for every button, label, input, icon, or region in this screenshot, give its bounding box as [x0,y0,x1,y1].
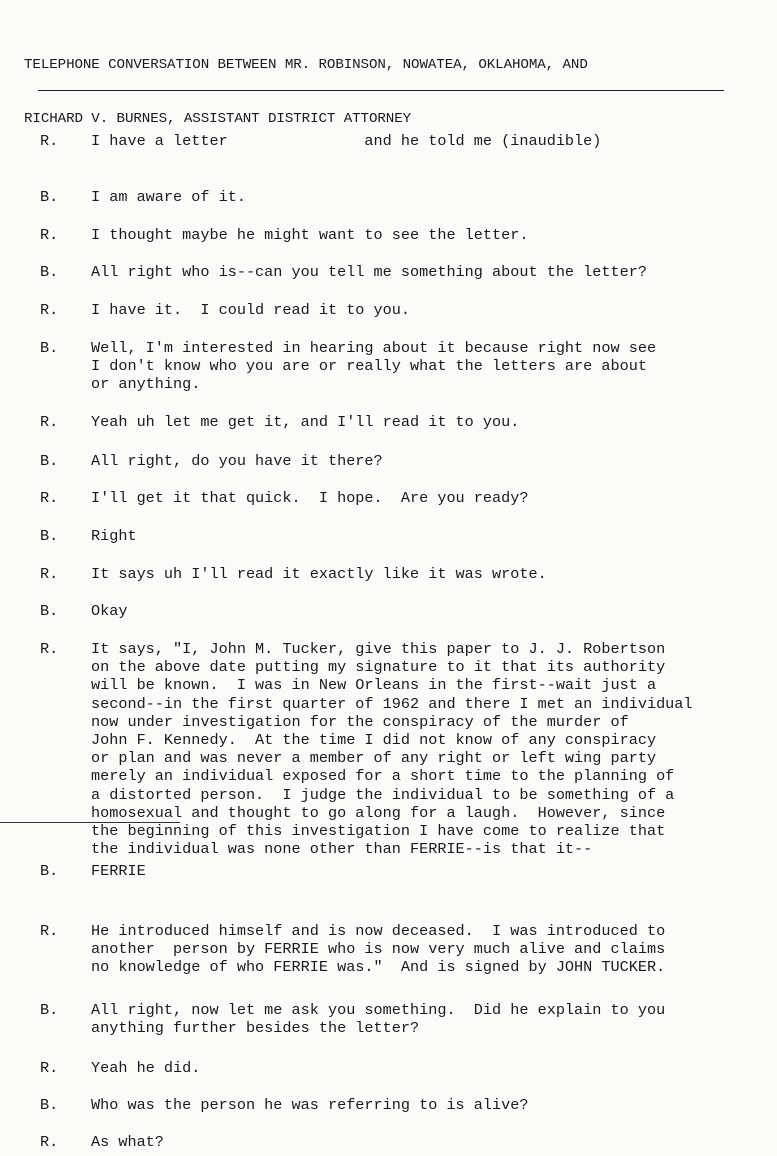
speaker-label: R. [40,1059,59,1077]
utterance-text: I have it. I could read it to you. [91,301,410,319]
speaker-label: R. [40,640,59,658]
speaker-label: B. [40,263,59,281]
speaker-label: R. [40,226,59,244]
header-rule [38,90,724,91]
utterance-text: I am aware of it. [91,188,246,206]
header-line-2: RICHARD V. BURNES, ASSISTANT DISTRICT ATTORNEY [24,111,412,127]
utterance-text: He introduced himself and is now deceased. I was introduced to another person by FERRIE who is now very much alive and claims no knowledge of who FERRIE was." And is signed by JOHN TUCKER. [91,922,666,977]
utterance-text: As what? [91,1133,164,1151]
utterance-text: Yeah uh let me get it, and I'll read it to you. [91,413,520,431]
speaker-label: B. [40,188,59,206]
speaker-label: R. [40,132,59,150]
speaker-label: R. [40,1133,59,1151]
utterance-text: I'll get it that quick. I hope. Are you ready? [91,489,529,507]
speaker-label: B. [40,862,59,880]
speaker-label: R. [40,922,59,940]
utterance-text: Yeah he did. [91,1059,201,1077]
header-line-1: TELEPHONE CONVERSATION BETWEEN MR. ROBINSON, NOWATEA, OKLAHOMA, AND [24,57,588,73]
speaker-label: R. [40,301,59,319]
utterance-text: It says, "I, John M. Tucker, give this paper to J. J. Robertson on the above date putting my signature to it that its authority will be known. I was in New Orleans in the first--wait just a second--in the first quarter of 1962 and there I met an individual now under investigation for the conspiracy of the murder of John F. Kennedy. At the time I did not know of any conspiracy or plan and was never a member of any right or left wing party merely an individual exposed for a short time to the planning of a distorted person. I judge the individual to be something of a homosexual and thought to go along for a laugh. However, since the beginning of this investigation I have come to realize that the individual was none other than FERRIE--is that it-- [91,640,693,859]
utterance-text: Right [91,527,137,545]
speaker-label: B. [40,1096,59,1114]
utterance-text: Well, I'm interested in hearing about it because right now see I don't know who you are or really what the letters are about or anything. [91,339,657,394]
utterance-text: All right who is--can you tell me something about the letter? [91,263,647,281]
speaker-label: B. [40,602,59,620]
utterance-text: Who was the person he was referring to is alive? [91,1096,529,1114]
speaker-label: B. [40,527,59,545]
speaker-label: B. [40,339,59,357]
utterance-text: I have a letter and he told me (inaudible) [91,132,602,150]
speaker-label: R. [40,413,59,431]
utterance-text: I thought maybe he might want to see the letter. [91,226,529,244]
speaker-label: B. [40,452,59,470]
utterance-text: Okay [91,602,128,620]
speaker-label: R. [40,565,59,583]
speaker-label: B. [40,1001,59,1019]
utterance-text: It says uh I'll read it exactly like it was wrote. [91,565,547,583]
utterance-text: All right, now let me ask you something. Did he explain to you anything further besides the letter? [91,1001,666,1038]
utterance-text: FERRIE [91,862,146,880]
utterance-text: All right, do you have it there? [91,452,383,470]
speaker-label: R. [40,489,59,507]
margin-underline [0,822,180,823]
